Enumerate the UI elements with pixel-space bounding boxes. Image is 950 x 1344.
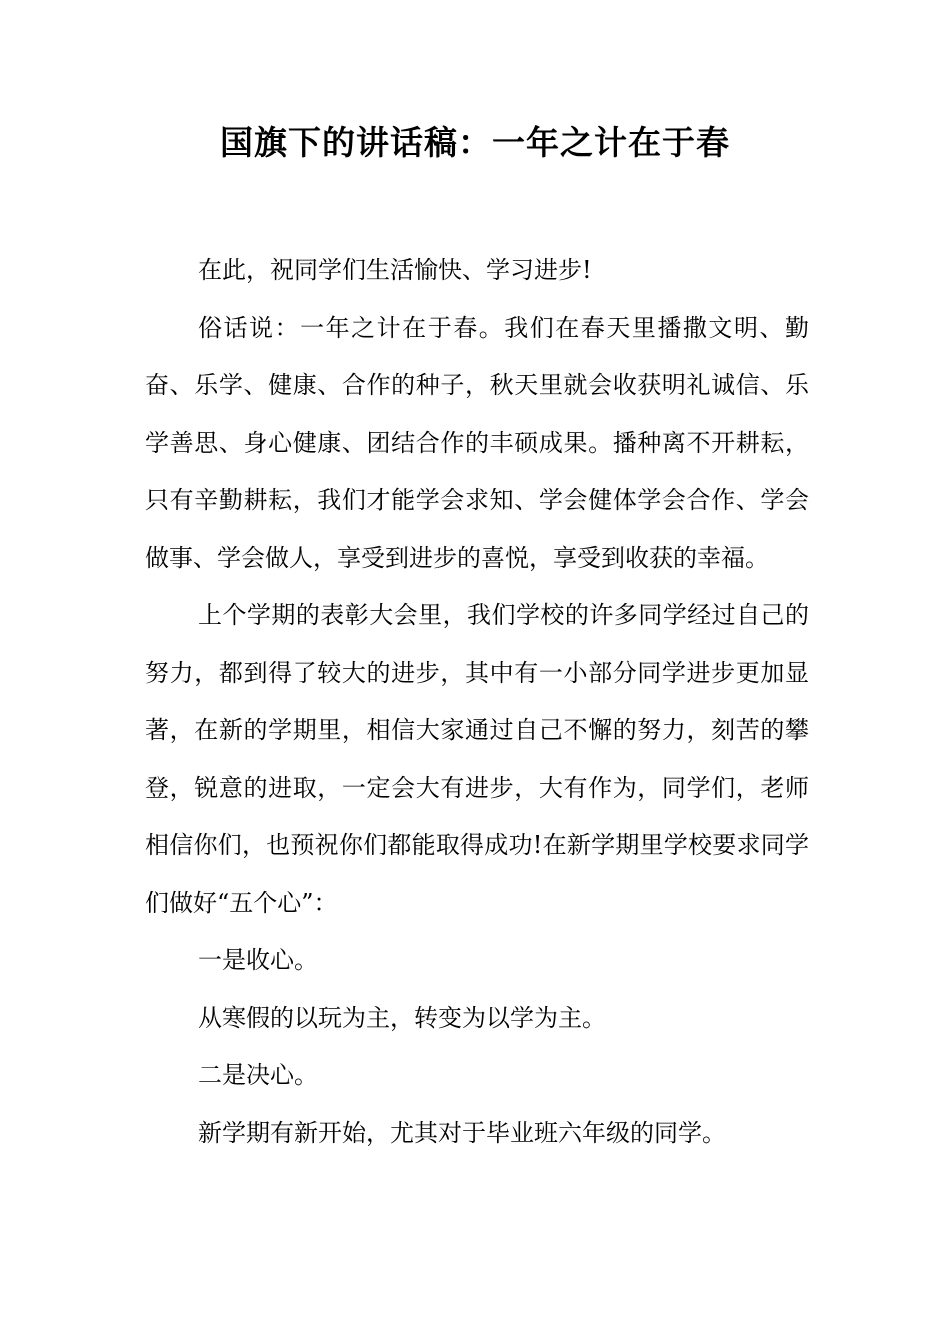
paragraph: 俗话说：一年之计在于春。我们在春天里播撒文明、勤奋、乐学、健康、合作的种子，秋天里就会收获明礼诚信、乐学善思、身心健康、团结合作的丰硕成果。播种离不开耕耘，只有辛勤耕耘，我们才能学会求知、学会健体学会合作、学会做事、学会做人，享受到进步的喜悦，享受到收获的幸福。 [145,313,809,572]
paragraph: 一是收心。 [198,946,318,974]
paragraph: 二是决心。 [198,1061,318,1089]
paragraph: 从寒假的以玩为主，转变为以学为主。 [198,1003,606,1032]
paragraph: 新学期有新开始，尤其对于毕业班六年级的同学。 [198,1118,726,1147]
paragraph: 在此，祝同学们生活愉快、学习进步! [198,256,592,284]
document-body [145,242,809,1162]
document-title: 国旗下的讲话稿：一年之计在于春 [220,123,730,162]
paragraph: 上个学期的表彰大会里，我们学校的许多同学经过自己的努力，都到得了较大的进步，其中有一小部分同学进步更加显著，在新的学期里，相信大家通过自己不懈的努力，刻苦的攀登，锐意的进取，一定会大有进步，大有作为，同学们，老师相信你们，也预祝你们都能取得成功!在新学期里学校要求同学们做好“五个心”： [145,601,809,917]
